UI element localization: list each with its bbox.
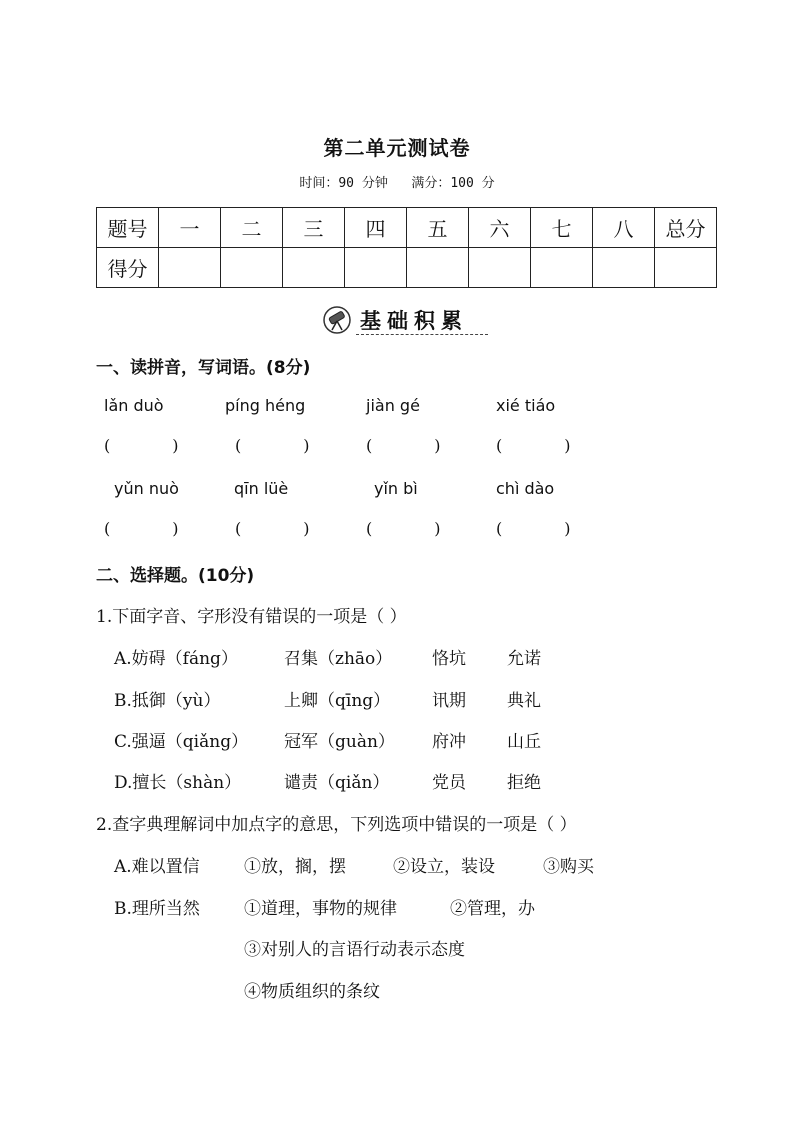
section-heading: 一、读拼音，写词语。(8分)	[96, 358, 311, 378]
paren-open: (	[235, 436, 242, 455]
meaning-text: ④物质组织的条纹	[244, 982, 380, 1002]
telescope-icon	[322, 305, 352, 335]
table-cell: 四	[345, 208, 407, 248]
table-cell: 三	[283, 208, 345, 248]
paren-open: (	[496, 436, 503, 455]
option-text: 召集（zhāo）	[284, 649, 393, 669]
banner-underline	[356, 334, 488, 335]
pinyin-item: yǐn bì	[374, 479, 418, 498]
pinyin-item: chì dào	[496, 479, 555, 498]
score-table-header-row	[97, 208, 717, 248]
pinyin-item: xié tiáo	[496, 396, 556, 415]
option-text: D.擅长（shàn）	[114, 773, 242, 793]
option-text: 党员	[432, 773, 466, 793]
score-table-score-row	[97, 248, 717, 288]
paren-open: (	[496, 519, 503, 538]
pinyin-item: jiàn gé	[366, 396, 420, 415]
answer-blank[interactable]	[496, 519, 571, 538]
table-cell: 六	[469, 208, 531, 248]
option-text: 拒绝	[507, 773, 541, 793]
meaning-text: ③购买	[543, 857, 594, 877]
meaning-text: ③对别人的言语行动表示态度	[244, 940, 465, 960]
table-cell: 得分	[97, 248, 159, 288]
paren-open: (	[104, 436, 111, 455]
question-stem: 2.查字典理解词中加点字的意思，下列选项中错误的一项是（ ）	[96, 815, 577, 835]
table-cell: 五	[407, 208, 469, 248]
option-text: 上卿（qīng）	[284, 691, 391, 711]
paren-close: )	[303, 519, 310, 538]
paren-close: )	[564, 436, 571, 455]
paren-open: (	[235, 519, 242, 538]
answer-blank[interactable]	[104, 436, 179, 455]
table-cell: 一	[159, 208, 221, 248]
option-text: A.难以置信	[114, 857, 200, 877]
option-text: 恪坑	[432, 649, 466, 669]
answer-blank[interactable]	[235, 436, 310, 455]
pinyin-item: qīn lüè	[234, 479, 289, 498]
answer-blank[interactable]	[235, 519, 310, 538]
section-heading: 二、选择题。(10分)	[96, 566, 255, 586]
option-text: B.理所当然	[114, 899, 200, 919]
score-input-cell[interactable]	[469, 248, 531, 288]
paren-close: )	[172, 519, 179, 538]
score-input-cell[interactable]	[531, 248, 593, 288]
option-text: C.强逼（qiǎng）	[114, 732, 249, 752]
answer-blank[interactable]	[496, 436, 571, 455]
option-text: 允诺	[507, 649, 541, 669]
option-text: 冠军（guàn）	[284, 732, 395, 752]
option-text: 府冲	[432, 732, 466, 752]
option-text: 谴责（qiǎn）	[284, 773, 390, 793]
pinyin-item: píng héng	[225, 396, 306, 415]
paren-open: (	[366, 519, 373, 538]
pinyin-item: lǎn duò	[104, 396, 164, 415]
meaning-text: ①放，搁，摆	[244, 857, 346, 877]
exam-info: 时间：90 分钟 满分：100 分	[299, 176, 495, 191]
page-title: 第二单元测试卷	[323, 136, 471, 160]
meaning-text: ①道理，事物的规律	[244, 899, 397, 919]
table-cell: 题号	[97, 208, 159, 248]
score-input-cell[interactable]	[345, 248, 407, 288]
answer-blank[interactable]	[366, 519, 441, 538]
paren-close: )	[172, 436, 179, 455]
score-input-cell[interactable]	[159, 248, 221, 288]
score-input-cell[interactable]	[593, 248, 655, 288]
score-input-cell[interactable]	[221, 248, 283, 288]
paren-open: (	[366, 436, 373, 455]
paren-open: (	[104, 519, 111, 538]
meaning-text: ②管理，办	[450, 899, 535, 919]
paren-close: )	[303, 436, 310, 455]
score-table	[96, 207, 717, 288]
table-cell: 总分	[655, 208, 717, 248]
table-cell: 二	[221, 208, 283, 248]
paren-close: )	[434, 436, 441, 455]
score-input-cell[interactable]	[655, 248, 717, 288]
score-input-cell[interactable]	[407, 248, 469, 288]
pinyin-item: yǔn nuò	[114, 479, 179, 498]
meaning-text: ②设立，装设	[393, 857, 495, 877]
banner-title: 基础积累	[360, 309, 468, 333]
paren-close: )	[434, 519, 441, 538]
option-text: 讯期	[432, 691, 466, 711]
section-banner	[322, 303, 490, 337]
score-input-cell[interactable]	[283, 248, 345, 288]
question-stem: 1.下面字音、字形没有错误的一项是（ ）	[96, 607, 407, 627]
option-text: A.妨碍（fáng）	[114, 649, 238, 669]
table-cell: 八	[593, 208, 655, 248]
option-text: 山丘	[507, 732, 541, 752]
answer-blank[interactable]	[366, 436, 441, 455]
answer-blank[interactable]	[104, 519, 179, 538]
table-cell: 七	[531, 208, 593, 248]
option-text: B.抵御（yù）	[114, 691, 221, 711]
paren-close: )	[564, 519, 571, 538]
option-text: 典礼	[507, 691, 541, 711]
